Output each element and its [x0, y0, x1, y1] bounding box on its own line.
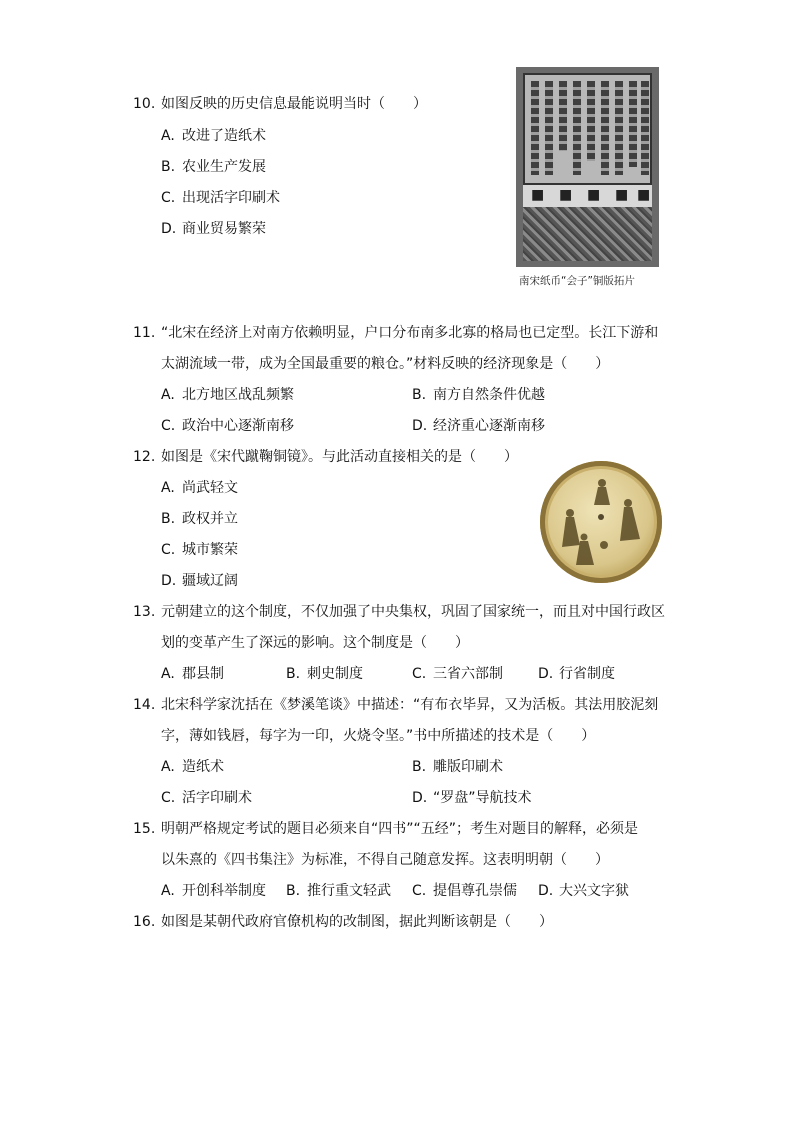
q10-option-b-letter: B.	[161, 159, 176, 175]
q13-option-d-letter: D.	[538, 666, 554, 682]
q14-option-d-letter: D.	[412, 790, 428, 806]
q14-option-a-text: 造纸术	[182, 759, 224, 775]
q11-option-a-text: 北方地区战乱频繁	[182, 387, 294, 403]
question-11-stem-line-2: 太湖流域一带，成为全国最重要的粮仓。”材料反映的经济现象是（ ）	[161, 356, 610, 372]
q12-option-d-letter: D.	[161, 573, 177, 589]
q13-option-b-text: 刺史制度	[307, 666, 363, 682]
q15-option-c-text: 提倡尊孔崇儒	[433, 883, 517, 899]
q11-option-c-letter: C.	[161, 418, 176, 434]
q11-option-a-letter: A.	[161, 387, 175, 403]
q10-option-a-text: 改进了造纸术	[182, 128, 266, 144]
bronze-mirror-image	[540, 461, 662, 583]
q14-option-c-letter: C.	[161, 790, 176, 806]
q10-option-b-text: 农业生产发展	[182, 159, 266, 175]
q15-option-d-text: 大兴文字狱	[559, 883, 629, 899]
q12-option-c-letter: C.	[161, 542, 176, 558]
q11-option-d-letter: D.	[412, 418, 428, 434]
question-11-number: 11.	[133, 325, 156, 341]
q12-option-c-text: 城市繁荣	[182, 542, 238, 558]
q12-option-a-letter: A.	[161, 480, 175, 496]
q15-option-b-letter: B.	[286, 883, 301, 899]
question-12-number: 12.	[133, 449, 156, 465]
question-14-stem-line-2: 字，薄如钱唇，每字为一印，火烧令坚。”书中所描述的技术是（ ）	[161, 728, 596, 744]
q11-option-b-text: 南方自然条件优越	[433, 387, 545, 403]
question-13-stem-line-2: 划的变革产生了深远的影响。这个制度是（ ）	[161, 635, 469, 651]
q13-option-b-letter: B.	[286, 666, 301, 682]
question-15-stem-line-1: 明朝严格规定考试的题目必须来自“四书”“五经”；考生对题目的解释，必须是	[161, 821, 639, 837]
q10-option-d-letter: D.	[161, 221, 177, 237]
q14-option-a-letter: A.	[161, 759, 175, 775]
question-16-stem: 如图是某朝代政府官僚机构的改制图，据此判断该朝是（ ）	[161, 914, 553, 930]
q13-option-a-text: 郡县制	[182, 666, 224, 682]
q15-option-a-letter: A.	[161, 883, 175, 899]
q11-option-c-text: 政治中心逐渐南移	[182, 418, 294, 434]
question-10-stem: 如图反映的历史信息最能说明当时（ ）	[161, 96, 427, 112]
question-12-stem: 如图是《宋代蹴鞠铜镜》。与此活动直接相关的是（ ）	[161, 449, 518, 465]
q10-option-c-letter: C.	[161, 190, 176, 206]
q10-option-a-letter: A.	[161, 128, 175, 144]
question-10-number: 10.	[133, 96, 156, 112]
question-15-stem-line-2: 以朱熹的《四书集注》为标准，不得自己随意发挥。这表明明朝（ ）	[161, 852, 609, 868]
q12-option-b-letter: B.	[161, 511, 176, 527]
q12-option-a-text: 尚武轻文	[182, 480, 238, 496]
question-15-number: 15.	[133, 821, 156, 837]
q14-option-b-text: 雕版印刷术	[433, 759, 503, 775]
question-11-stem-line-1: “北宋在经济上对南方依赖明显，户口分布南多北寡的格局也已定型。长江下游和	[161, 325, 659, 341]
q15-option-c-letter: C.	[412, 883, 427, 899]
q13-option-d-text: 行省制度	[559, 666, 615, 682]
question-14-stem-line-1: 北宋科学家沈括在《梦溪笔谈》中描述：“有布衣毕昇，又为活板。其法用胶泥刻	[161, 697, 659, 713]
q12-option-b-text: 政权并立	[182, 511, 238, 527]
q13-option-c-text: 三省六部制	[433, 666, 503, 682]
q12-option-d-text: 疆域辽阔	[182, 573, 238, 589]
question-13-number: 13.	[133, 604, 156, 620]
question-14-number: 14.	[133, 697, 156, 713]
paper-money-rubbing-image: ■ ■ ■ ■ ■	[516, 67, 659, 267]
q11-option-d-text: 经济重心逐渐南移	[433, 418, 545, 434]
q10-option-c-text: 出现活字印刷术	[182, 190, 280, 206]
q14-option-b-letter: B.	[412, 759, 427, 775]
q14-option-c-text: 活字印刷术	[182, 790, 252, 806]
q13-option-c-letter: C.	[412, 666, 427, 682]
question-16-number: 16.	[133, 914, 156, 930]
q15-option-b-text: 推行重文轻武	[307, 883, 391, 899]
q10-option-d-text: 商业贸易繁荣	[182, 221, 266, 237]
rubbing-caption: 南宋纸币“会子”铜版拓片	[519, 275, 635, 287]
q11-option-b-letter: B.	[412, 387, 427, 403]
question-13-stem-line-1: 元朝建立的这个制度，不仅加强了中央集权，巩固了国家统一，而且对中国行政区	[161, 604, 665, 620]
q13-option-a-letter: A.	[161, 666, 175, 682]
q15-option-a-text: 开创科举制度	[182, 883, 266, 899]
q14-option-d-text: “罗盘”导航技术	[433, 790, 532, 806]
q15-option-d-letter: D.	[538, 883, 554, 899]
